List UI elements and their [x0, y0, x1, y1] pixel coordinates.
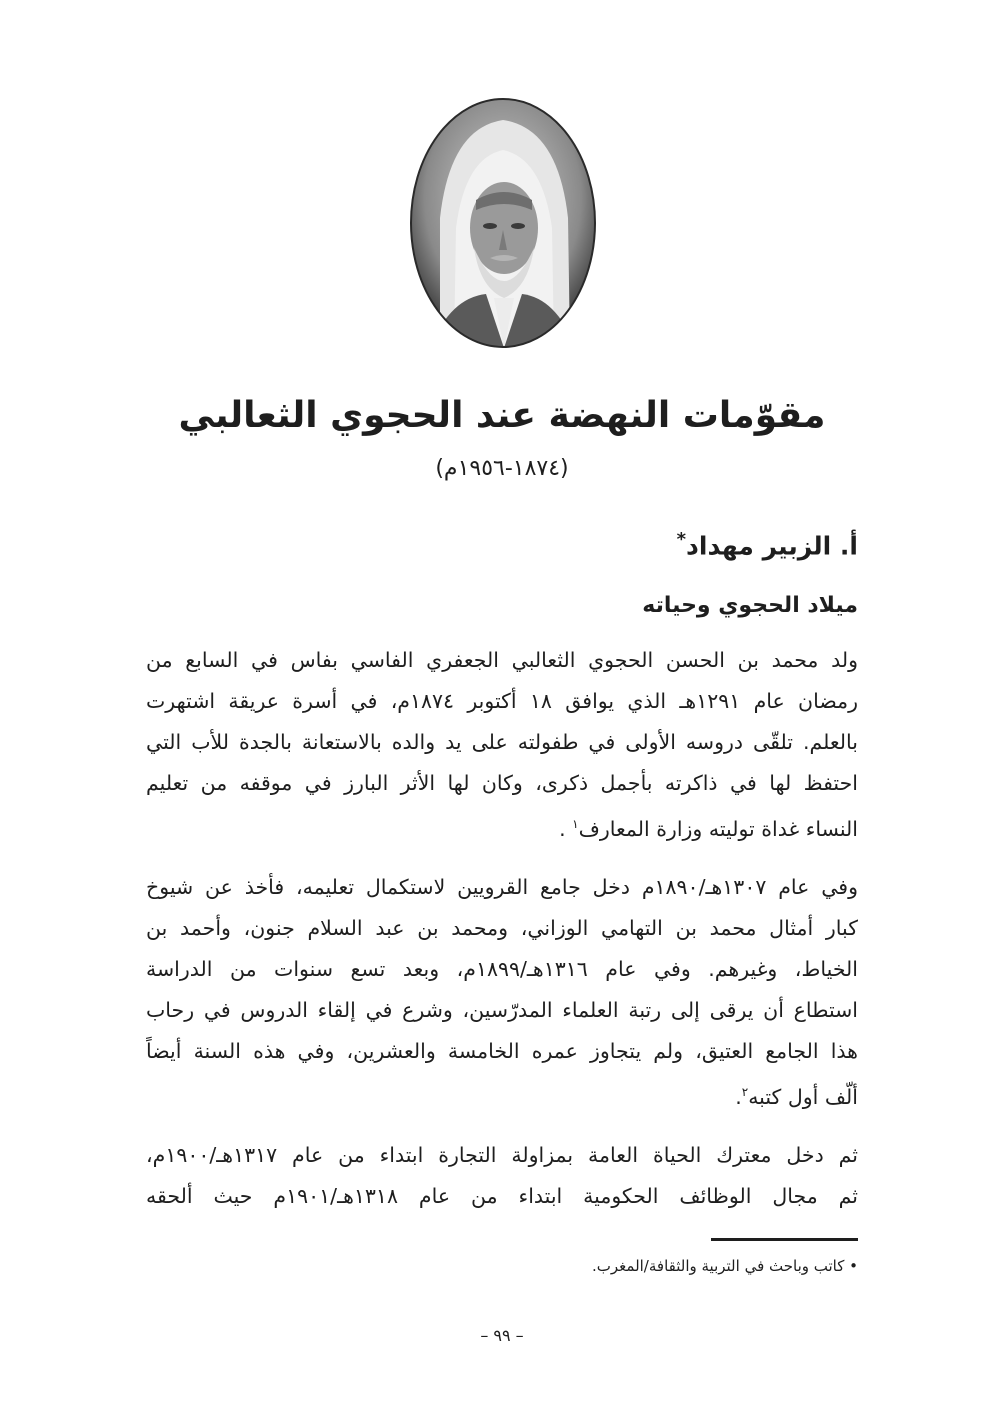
footnote: • كاتب وباحث في التربية والثقافة/المغرب. [592, 1257, 858, 1275]
paragraph-2-end: . [735, 1084, 742, 1109]
author-portrait [410, 98, 596, 348]
paragraph-3-line-2: ثم مجال الوظائف الحكومية ابتداء من عام ١٣١٨هـ/١٩٠١م حيث ألحقه [146, 1184, 858, 1208]
page-number: – ٩٩ – [480, 1326, 524, 1345]
article-years: (١٨٧٤-١٩٥٦م) [435, 456, 569, 481]
author-footnote-mark: * [676, 529, 687, 550]
paragraph-2-last-line-text: ألّف أول كتبه [748, 1084, 858, 1109]
paragraph-1-line-2: رمضان عام ١٢٩١هـ الذي يوافق ١٨ أكتوبر ١٨٧٤م، في أسرة عريقة اشتهرت [146, 689, 858, 713]
author-name [677, 522, 858, 564]
paragraph-2-line-4: استطاع أن يرقى إلى رتبة العلماء المدرّسين، وشرع في إلقاء الدروس في رحاب [146, 998, 858, 1022]
article-title: مقوّمات النهضة عند الحجوي الثعالبي [178, 395, 826, 436]
paragraph-1-line-5 [146, 809, 858, 844]
paragraph-2-line-1: وفي عام ١٣٠٧هـ/١٨٩٠م دخل جامع القرويين لاستكمال تعليمه، فأخذ عن شيوخ [146, 875, 858, 899]
paragraph-2-line-6 [146, 1077, 858, 1112]
author-name-text: أ. الزبير مهداد [686, 531, 858, 561]
paragraph-1-line-3: بالعلم. تلقّى دروسه الأولى في طفولته على يد والده بالاستعانة بالجدة للأب التي [146, 730, 858, 754]
footnote-ref-1: ١ [572, 817, 579, 831]
paragraph-2-line-3: الخياط، وغيرهم. وفي عام ١٣١٦هـ/١٨٩٩م، وبعد تسع سنوات من الدراسة [146, 957, 858, 981]
section-heading: ميلاد الحجوي وحياته [642, 593, 858, 618]
paragraph-2-line-5: هذا الجامع العتيق، ولم يتجاوز عمره الخامسة والعشرين، وفي هذه السنة أيضاً [146, 1039, 858, 1063]
paragraph-3-line-1: ثم دخل معترك الحياة العامة بمزاولة التجارة ابتداء من عام ١٣١٧هـ/١٩٠٠م، [146, 1143, 858, 1167]
paragraph-1-line-1: ولد محمد بن الحسن الحجوي الثعالبي الجعفري الفاسي بفاس في السابع من [146, 648, 858, 672]
paragraph-1-last-line-text: النساء غداة توليته وزارة المعارف [578, 816, 858, 841]
paragraph-1-end: . [559, 816, 573, 841]
footnote-ref-2: ٢ [741, 1085, 749, 1099]
paragraph-1-line-4: احتفظ لها في ذاكرته بأجمل ذكرى، وكان لها الأثر البارز في موقفه من تعليم [146, 771, 858, 795]
paragraph-2-line-2: كبار أمثال محمد بن التهامي الوزاني، ومحمد بن عبد السلام جنون، وأحمد بن [146, 916, 858, 940]
footnote-separator [711, 1238, 858, 1241]
